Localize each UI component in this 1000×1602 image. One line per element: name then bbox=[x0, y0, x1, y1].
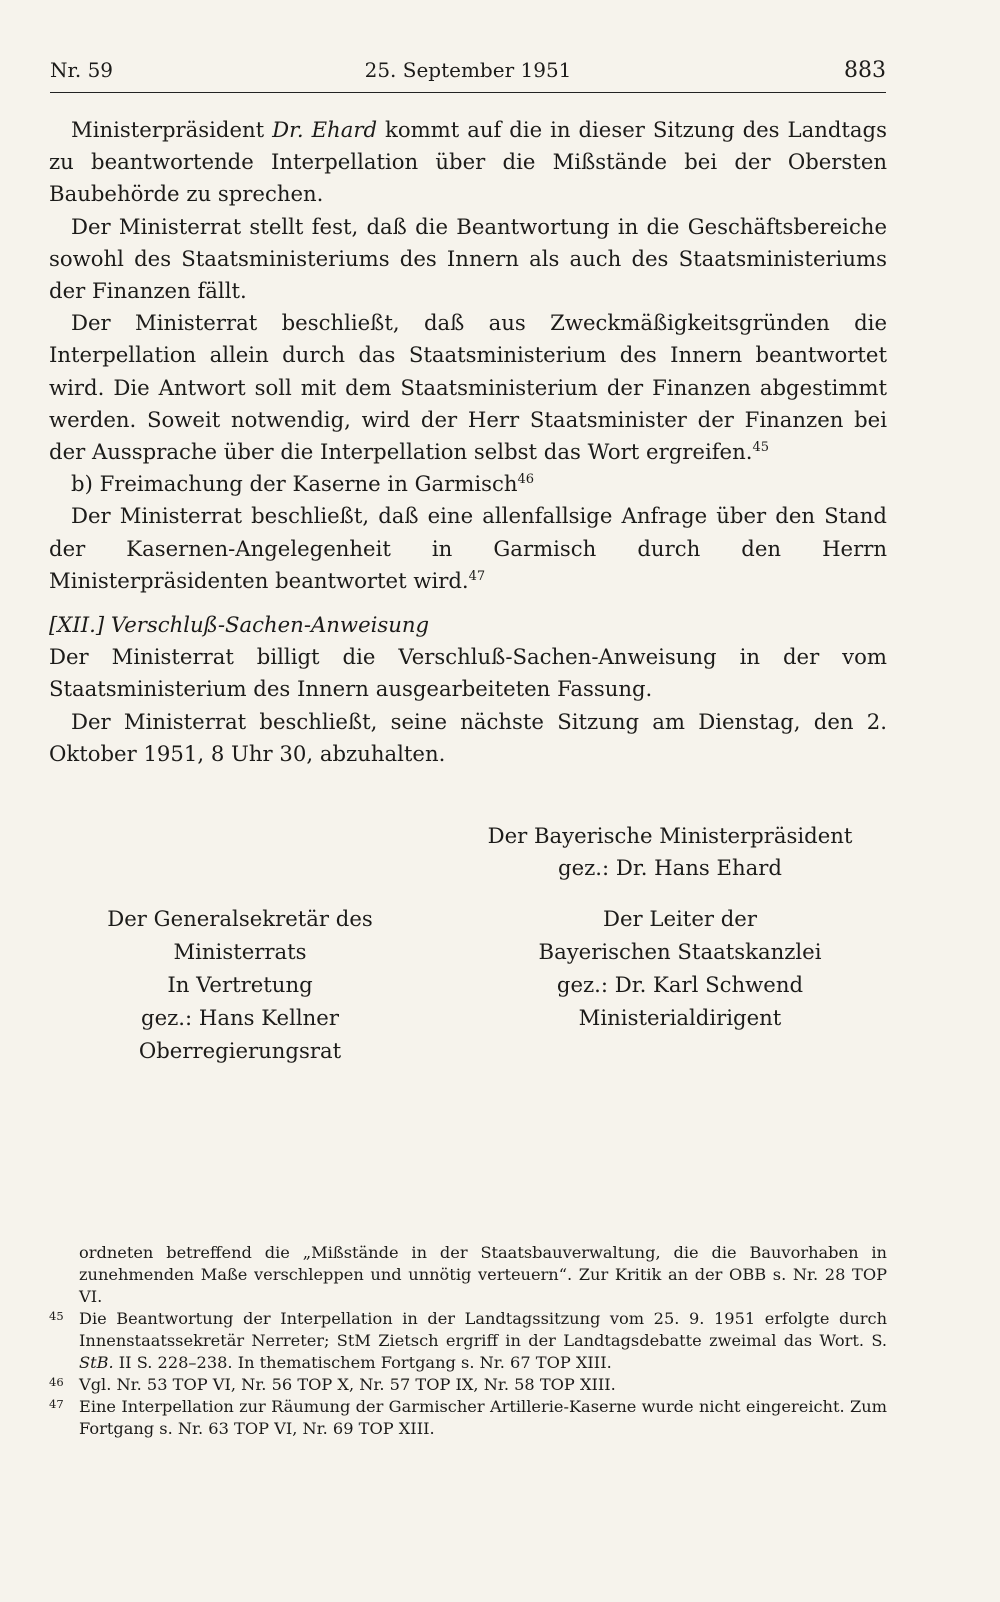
signature-line: Der Generalsekretär des bbox=[107, 906, 373, 931]
signature-line: gez.: Dr. Karl Schwend bbox=[556, 972, 804, 997]
text-run: kommt auf die in dieser Sitzung des Landtags zu beantwortende Interpellation über die Mißstände bei der Obersten Baubehörde zu sprechen. bbox=[49, 117, 887, 207]
text-run: Ministerpräsident bbox=[71, 117, 273, 142]
signature-line: Der Bayerische Ministerpräsident bbox=[487, 823, 853, 848]
section-heading bbox=[49, 609, 887, 641]
footnotes bbox=[49, 1242, 887, 1440]
section-title: Verschluß-Sachen-Anweisung bbox=[110, 612, 430, 638]
text-run: Der Ministerrat beschließt, seine nächste Sitzung am Dienstag, den 2. Oktober 1951, 8 Uhr 30, abzuhalten. bbox=[49, 708, 887, 766]
signature-line: In Vertretung bbox=[167, 972, 313, 997]
signature-line: gez.: Dr. Hans Ehard bbox=[558, 855, 782, 880]
text-run: Vgl. Nr. 53 TOP VI, Nr. 56 TOP X, Nr. 57 TOP IX, Nr. 58 TOP XIII. bbox=[79, 1375, 616, 1394]
paragraph bbox=[49, 641, 887, 705]
paragraph bbox=[49, 706, 887, 770]
signature-block-chancellery bbox=[520, 902, 840, 1034]
signature-line: Ministerialdirigent bbox=[578, 1005, 782, 1030]
signature-line: gez.: Hans Kellner bbox=[141, 1005, 339, 1030]
footnote-number: 47 bbox=[49, 1397, 64, 1411]
footnote-number: 46 bbox=[49, 1375, 64, 1389]
footnote-ref: 46 bbox=[517, 472, 535, 488]
running-header bbox=[50, 52, 886, 93]
signature-block-general-secretary bbox=[90, 902, 390, 1067]
paragraph bbox=[49, 307, 887, 468]
main-text bbox=[49, 114, 887, 770]
text-run: Die Beantwortung der Interpellation in der Landtagssitzung vom 25. 9. 1951 erfolgte durch Innenstaatssekretär Nerreter; StM Zietsch ergriff in der Landtagsdebatte zweimal das Wort. S. bbox=[79, 1309, 887, 1350]
text-run: Der Ministerrat beschließt, daß aus Zweckmäßigkeitsgründen die Interpellation allein durch das Staatsministerium des Innern beantwortet wird. Die Antwort soll mit dem Staatsministerium der Finanzen abgestimmt werden. Soweit notwendig, wird der Herr Staatsminister der Finanzen bei der Aussprache über die Interpellation selbst das Wort ergreifen. bbox=[49, 310, 887, 465]
text-run: Eine Interpellation zur Räumung der Garmischer Artillerie-Kaserne wurde nicht eingereicht. Zum Fortgang s. Nr. 63 TOP VI, Nr. 69 TOP XIII. bbox=[79, 1397, 887, 1438]
text-run: Der Ministerrat beschließt, daß eine allenfallsige Anfrage über den Stand der Kasernen-Angelegenheit in Garmisch durch den Herrn Ministerpräsidenten beantwortet wird. bbox=[49, 503, 887, 593]
footnote-47 bbox=[49, 1396, 887, 1440]
footnote-number: 45 bbox=[49, 1309, 64, 1323]
signature-block-minister-president bbox=[470, 820, 870, 884]
footnote-ref: 45 bbox=[752, 440, 770, 456]
page-number: 883 bbox=[844, 58, 886, 83]
subheading bbox=[49, 468, 887, 500]
header-date: 25. September 1951 bbox=[364, 58, 572, 82]
paragraph bbox=[49, 114, 887, 211]
footnote-continuation: ordneten betreffend die „Mißstände in der Staatsbauverwaltung, die die Bauvorhaben in zunehmenden Maße verschleppen und unnötig verteuern“. Zur Kritik an der OBB s. Nr. 28 TOP VI. bbox=[79, 1243, 887, 1306]
text-run: Der Ministerrat billigt die Verschluß-Sachen-Anweisung in der vom Staatsministerium des Innern ausgearbeiteten Fassung. bbox=[49, 644, 887, 702]
abbreviation: StB. bbox=[79, 1353, 114, 1372]
text-run: Der Ministerrat stellt fest, daß die Beantwortung in die Geschäftsbereiche sowohl des Staatsministeriums des Innern als auch des Staatsministeriums der Finanzen fällt. bbox=[49, 213, 887, 304]
footnote-ref: 47 bbox=[468, 568, 486, 584]
text-run: b) Freimachung der Kaserne in Garmisch bbox=[71, 471, 518, 497]
paragraph bbox=[49, 211, 887, 308]
signature-line: Oberregierungsrat bbox=[138, 1038, 342, 1063]
paragraph bbox=[49, 500, 887, 597]
text-run: II S. 228–238. In thematischem Fortgang s. Nr. 67 TOP XIII. bbox=[113, 1353, 612, 1372]
document-number: Nr. 59 bbox=[50, 58, 114, 82]
footnote-46 bbox=[49, 1374, 887, 1396]
section-number: [XII.] bbox=[49, 612, 105, 638]
signature-line: Ministerrats bbox=[173, 939, 307, 964]
signature-line: Der Leiter der bbox=[603, 906, 757, 931]
signature-line: Bayerischen Staatskanzlei bbox=[538, 939, 822, 964]
person-name: Dr. Ehard bbox=[272, 117, 378, 142]
footnote-45 bbox=[49, 1308, 887, 1374]
